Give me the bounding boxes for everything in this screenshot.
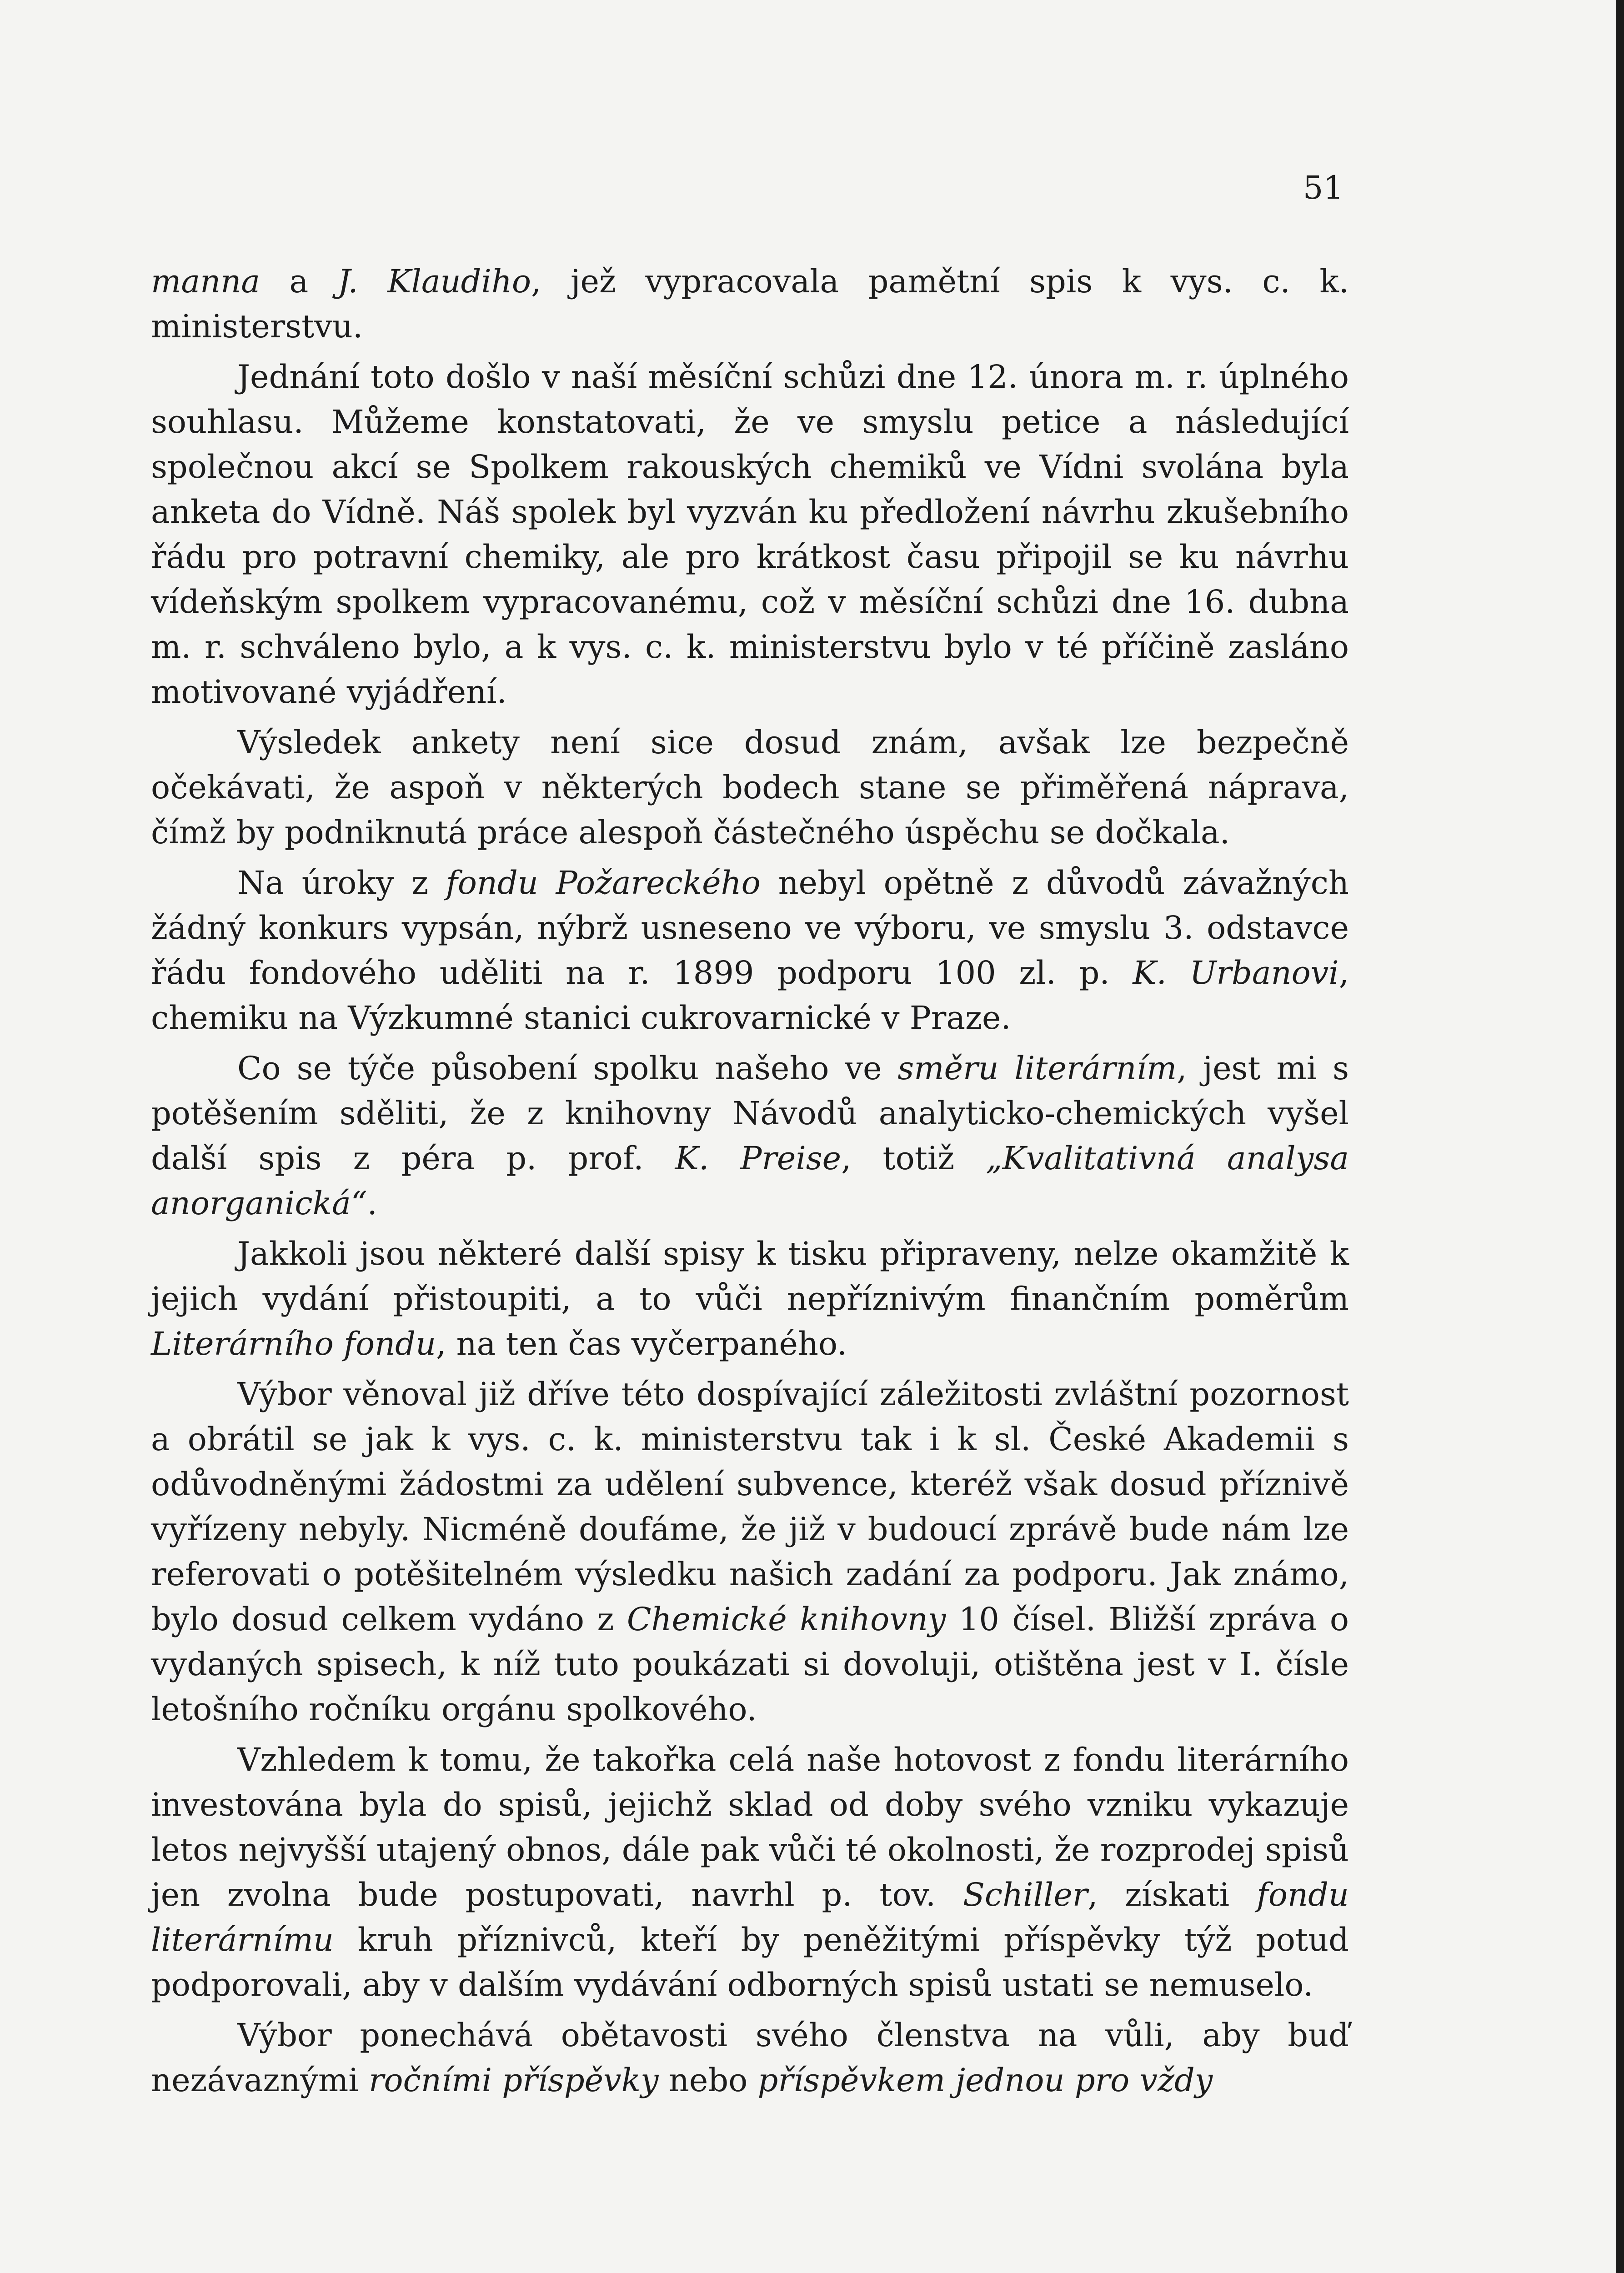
- italic-text: příspěvkem jednou pro vždy: [757, 2062, 1213, 2099]
- text-run: , získati: [1088, 1876, 1257, 1913]
- text-run: , jež vypracovala pamětní spis k vys. c. k. ministerstvu.: [151, 263, 1349, 345]
- text-run: Jakkoli jsou některé další spisy k tisku připraveny, nelze okamžitě k jejich vydání přistoupiti, a to vůči nepříznivým finančním poměrům: [151, 1235, 1349, 1317]
- paragraph: [151, 1046, 1349, 1226]
- text-run: 10 čísel. Bližší zpráva o vydaných spisech, k níž tuto poukázati si dovoluji, otištěna jest v I. čísle letošního ročníku orgánu spolkového.: [151, 1601, 1349, 1728]
- paragraph: [151, 1232, 1349, 1367]
- scan-edge-right: [1616, 0, 1624, 2273]
- paragraph: [151, 1737, 1349, 2008]
- italic-text: Chemické knihovny: [627, 1601, 946, 1638]
- text-run: Vzhledem k tomu, že takořka celá naše hotovost z fondu literárního investována byla do spisů, jejichž sklad od doby svého vzniku vykazuje letos nejvyšší utajený obnos, dále pak vůči té okolnosti, že rozprodej spisů jen zvolna bude postupovati, navrhl p. tov.: [151, 1741, 1349, 1913]
- italic-text: K. Urbanovi: [1133, 954, 1339, 991]
- italic-text: směru literárním: [897, 1050, 1177, 1087]
- text-run: .: [367, 1185, 377, 1222]
- text-run: nebo: [658, 2062, 758, 2099]
- text-run: Na úroky z: [237, 864, 446, 901]
- italic-text: Literárního fondu: [151, 1325, 436, 1362]
- text-run: kruh příznivců, kteří by peněžitými příspěvky týž potud podporovali, aby v dalším vydávání odborných spisů ustati se nemuselo.: [151, 1921, 1349, 2003]
- italic-text: ročními příspěvky: [368, 2062, 659, 2099]
- italic-text: K. Preise: [675, 1140, 842, 1177]
- text-run: , jest mi s potěšením sděliti, že z knihovny Návodů analyticko-chemických vyšel další spis z péra p. prof.: [151, 1050, 1349, 1177]
- text-run: , chemiku na Výzkumné stanici cukrovarnické v Praze.: [151, 954, 1349, 1036]
- text-run: Výsledek ankety není sice dosud znám, avšak lze bezpečně očekávati, že aspoň v některých bodech stane se přiměřená náprava, čímž by podniknutá práce alespoň částečného úspěchu se dočkala.: [151, 724, 1349, 851]
- text-run: a: [260, 263, 338, 300]
- paragraph: [151, 259, 1349, 349]
- text-run: , na ten čas vyčerpaného.: [436, 1325, 847, 1362]
- paragraph: [151, 1372, 1349, 1732]
- text-run: Co se týče působení spolku našeho ve: [237, 1050, 898, 1087]
- paragraph: [151, 2013, 1349, 2103]
- page-number: 51: [1303, 169, 1343, 206]
- paragraph: [151, 861, 1349, 1041]
- text-run: nebyl opětně z důvodů závažných žádný konkurs vypsán, nýbrž usneseno ve výboru, ve smyslu 3. odstavce řádu fondového uděliti na r. 1899 podporu 100 zl. p.: [151, 864, 1349, 991]
- body-text: [151, 259, 1349, 2108]
- text-run: Výbor věnoval již dříve této dospívající záležitosti zvláštní pozornost a obrátil se jak k vys. c. k. ministerstvu tak i k sl. České Akademii s odůvodněnými žádostmi za udělení subvence, kteréž však dosud příznivě vyřízeny nebyly. Nicméně doufáme, že již v budoucí zprávě bude nám lze referovati o potěšitelném výsledku našich zadání za podporu. Jak známo, bylo dosud celkem vydáno z: [151, 1376, 1349, 1638]
- italic-text: fondu Požareckého: [446, 864, 761, 901]
- text-run: Jednání toto došlo v naší měsíční schůzi dne 12. února m. r. úplného souhlasu. Můžeme konstatovati, že ve smyslu petice a následující společnou akcí se Spolkem rakouských chemiků ve Vídni svolána byla anketa do Vídně. Náš spolek byl vyzván ku předložení návrhu zkušebního řádu pro potravní chemiky, ale pro krátkost času připojil se ku návrhu vídeňským spolkem vypracovanému, což v měsíční schůzi dne 16. dubna m. r. schváleno bylo, a k vys. c. k. ministerstvu bylo v té příčině zasláno motivované vyjádření.: [151, 358, 1349, 711]
- italic-text: Schiller: [962, 1876, 1088, 1913]
- italic-text: „Kvalitativná analysa anorganická“: [151, 1140, 1349, 1222]
- paragraph: [151, 355, 1349, 715]
- text-run: Výbor ponechává obětavosti svého členstva na vůli, aby buď nezávaznými: [151, 2017, 1349, 2099]
- paragraph: [151, 720, 1349, 855]
- italic-text: fondu literárnímu: [151, 1876, 1349, 1958]
- italic-text: J. Klaudiho: [337, 263, 531, 300]
- italic-text: manna: [151, 263, 261, 300]
- text-run: , totiž: [841, 1140, 986, 1177]
